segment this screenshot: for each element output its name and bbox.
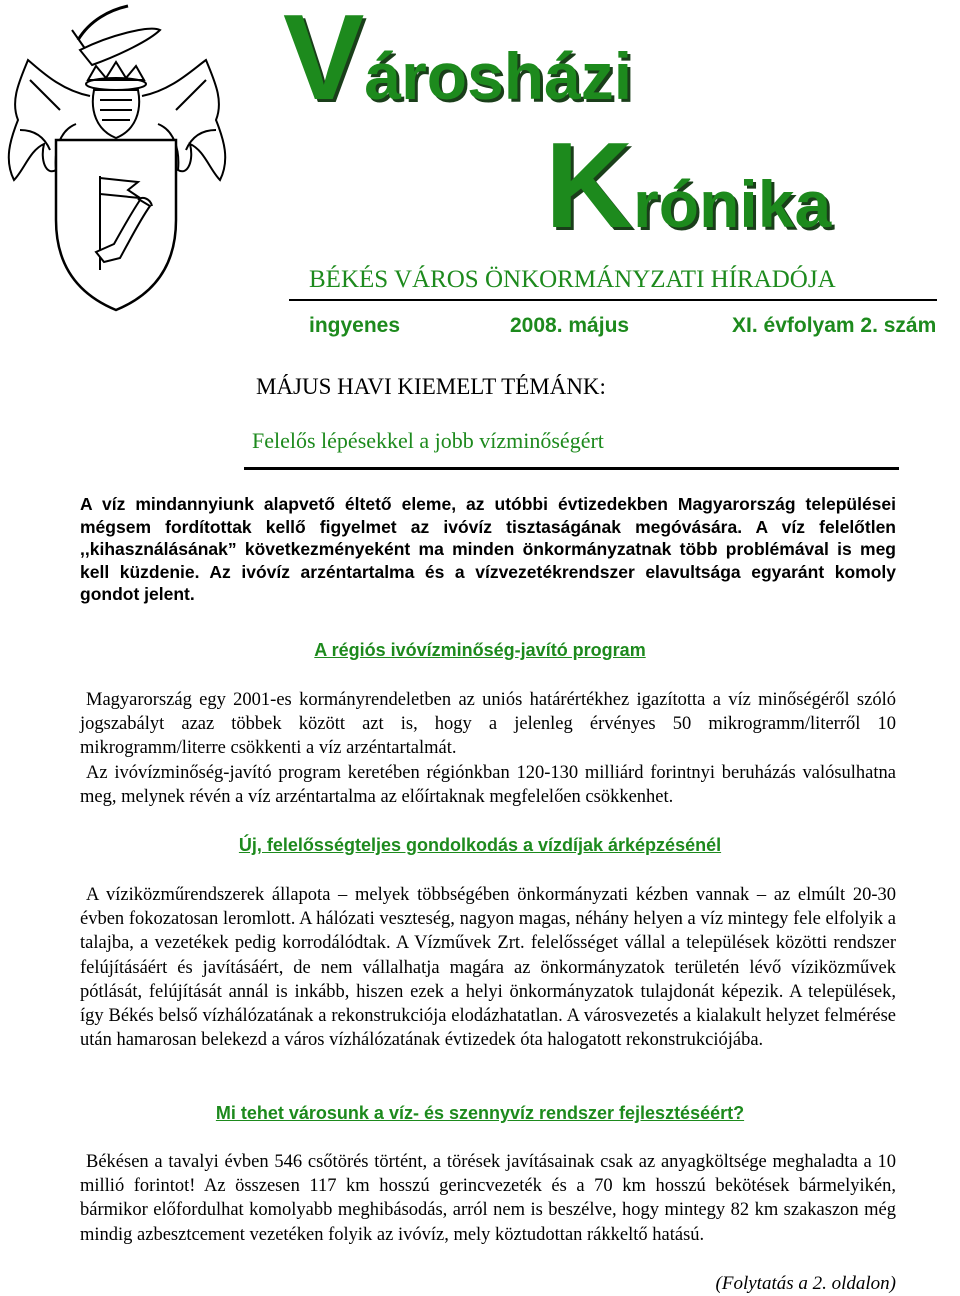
issue-date: 2008. május <box>510 314 630 337</box>
masthead-divider <box>289 299 937 301</box>
section-body-pricing <box>80 883 896 1052</box>
paragraph: Magyarország egy 2001-es kormányrendeletben az uniós határértékhez igazította a víz minőségéről szóló jogszabályt azaz többek között azt is, hogy a jelenleg érvényes 50 mikrogramm/literről 10 mikrogramm/literre csökkenti a víz arzéntartalmát. <box>80 690 896 759</box>
paragraph: A víziközműrendszerek állapota – melyek többségében önkormányzati kézben vannak – az elmúlt 20-30 évben fokozatosan leromlott. A hálózati veszteség, nagyon magas, néhány helyen a víz mintegy fele elfolyik a talajba, a vezetékek pedig korrodálódtak. A Vízművek Zrt. felelősséget vállal a települések közötti rendszer felújításáért és javításáért, de nem vállalhatja magára az önkormányzatok területén lévő víziközművek pótlását, felújítását annál is inkább, hiszen ezek a helyi önkormányzatok tulajdonát képezik. A települések, így Békés belső vízhálózatának a rekonstrukciója elodázhatatlan. A városvezetés a kialakult helyzet felmérése után hamarosan belekezd a város vízhálózatának évtizedek óta halogatott rekonstrukciójába. <box>80 885 896 1051</box>
issue-volume: XI. évfolyam 2. szám <box>732 314 937 337</box>
masthead-title-line1 <box>283 0 633 125</box>
issue-price: ingyenes <box>309 314 401 337</box>
section-title-pricing: Új, felelősségteljes gondolkodás a vízdíjak árképzésénél <box>238 835 722 855</box>
lead-paragraph: A víz mindannyiunk alapvető éltető eleme, az utóbbi évtizedekben Magyarország települései mégsem fordítottak kellő figyelmet az ivóvíz tisztaságának megóvására. A víz felelőtlen ,,kihasználásának” következményeként ma minden önkormányzatnak több problémával is meg kell küzdenie. Az ivóvíz arzéntartalma és a vízvezetékrendszer elavultsága egyaránt komoly gondot jelent. <box>80 494 896 605</box>
paragraph: Az ivóvízminőség-javító program keretében régiónkban 120-130 milliárd forintnyi beruházás valósulhatna meg, melynek révén a víz arzéntartalma az előírtaknak megfelelően csökkenhet. <box>80 762 896 807</box>
featured-divider <box>244 467 899 470</box>
featured-subheading: Felelős lépésekkel a jobb vízminőségért <box>252 428 604 453</box>
title-initial-v: V <box>283 0 365 125</box>
continued-note: (Folytatás a 2. oldalon) <box>715 1273 896 1294</box>
coat-of-arms-image <box>0 0 240 320</box>
masthead-title-line2 <box>545 117 832 253</box>
section-body-development <box>80 1150 896 1247</box>
masthead-subtitle: BÉKÉS VÁROS ÖNKORMÁNYZATI HÍRADÓJA <box>309 266 836 293</box>
title-initial-k: K <box>545 117 634 253</box>
section-title-development: Mi tehet városunk a víz- és szennyvíz rendszer fejlesztéséért? <box>215 1103 745 1123</box>
featured-heading: MÁJUS HAVI KIEMELT TÉMÁNK: <box>256 374 606 399</box>
title-rest-1: árosházi <box>364 39 633 113</box>
section-title-program: A régiós ivóvízminőség-javító program <box>314 640 646 660</box>
paragraph: Békésen a tavalyi évben 546 csőtörés történt, a törések javításainak csak az anyagköltsége meghaladta a 10 millió forintot! Az összesen 117 km hosszú gerincvezeték és a 70 km hosszú bekötések bármelyikén, bármikor előfordulhat komolyabb meghibásodás, arról nem is beszélve, hogy mintegy 82 km szakaszon még mindig azbesztcement vezetéken folyik az ivóvíz, mely köztudottan rákkeltő hatású. <box>80 1152 896 1245</box>
title-rest-2: rónika <box>633 167 832 241</box>
section-body-program <box>80 688 896 809</box>
